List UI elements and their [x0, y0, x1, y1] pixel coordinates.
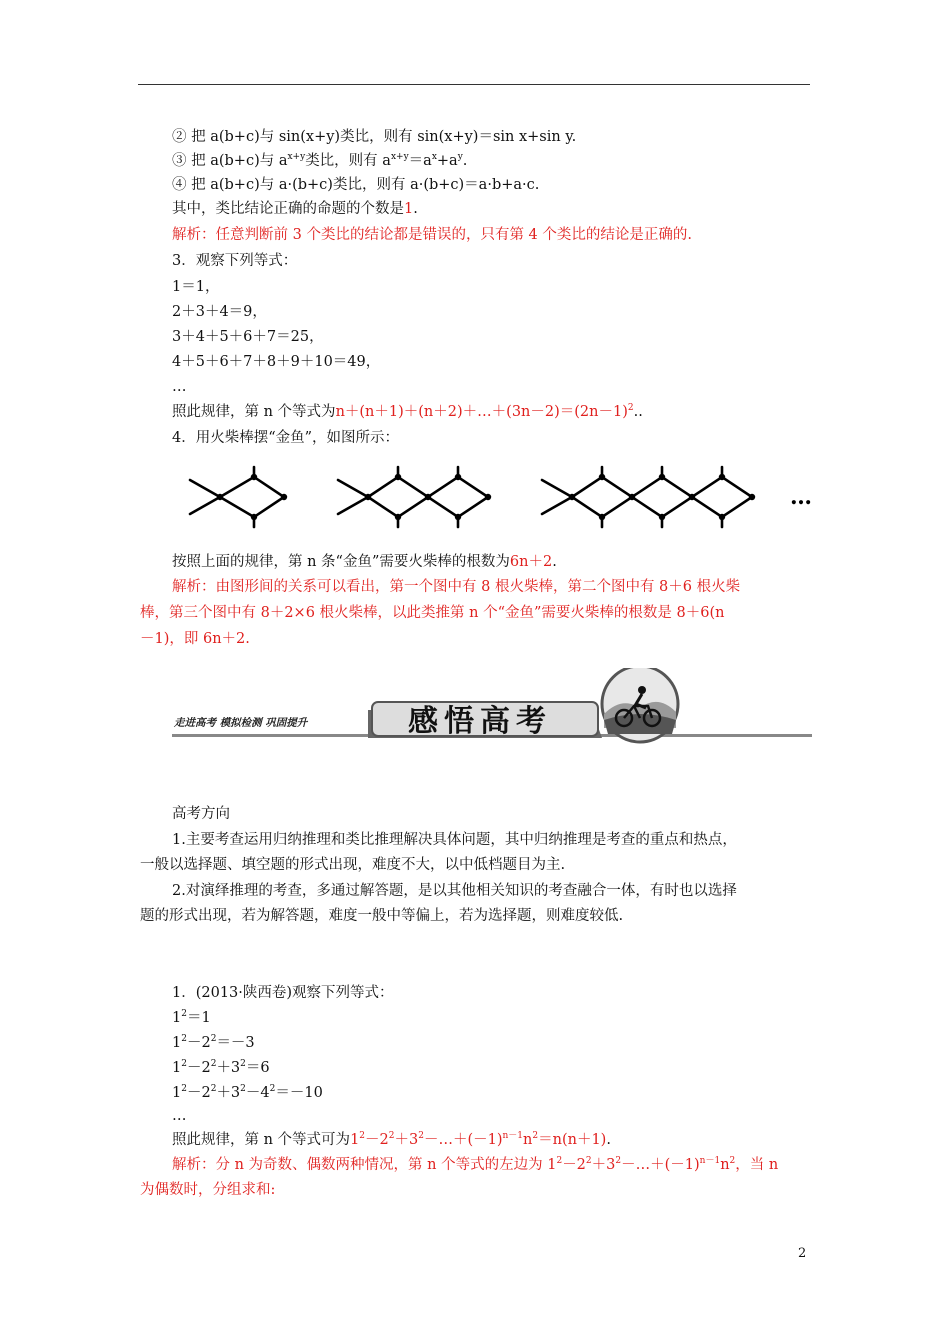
- line-analysis-3-cont: 为偶数时，分组求和:: [140, 1182, 276, 1198]
- equation-line: $1^2-2^2+3^2=6$: [172, 1059, 270, 1076]
- header-rule: [138, 84, 810, 85]
- equation-line: 2＋3＋4＝9，: [172, 304, 267, 320]
- exam-question-1-title: 1．(2013·陕西卷)观察下列等式：: [172, 985, 394, 1001]
- line-analysis-2-cont: 棒，第三个图中有 8＋2×6 根火柴棒，以此类推第 n 个“金鱼”需要火柴棒的根数是 8＋6(n: [140, 605, 725, 621]
- section-banner: [172, 668, 812, 748]
- banner-title: 感悟高考: [408, 704, 552, 739]
- paragraph-line: 1.主要考查运用归纳推理和类比推理解决具体问题，其中归纳推理是考查的重点和热点，: [172, 832, 737, 848]
- line-analogy-2: ② 把 a(b+c)与 sin(x+y)类比，则有 sin(x+y)＝sin x+sin y.: [172, 129, 577, 145]
- line-analogy-4: ④ 把 a(b+c)与 a·(b+c)类比，则有 a·(b+c)＝a·b+a·c.: [172, 177, 540, 193]
- paragraph-line: 一般以选择题、填空题的形式出现，难度不大，以中低档题目为主.: [140, 857, 566, 873]
- paragraph-line: 题的形式出现，若为解答题，难度一般中等偏上，若为选择题，则难度较低.: [140, 908, 624, 924]
- page-number: 2: [798, 1246, 807, 1261]
- ellipsis: …: [172, 1108, 187, 1124]
- cyclist-head-icon: [638, 686, 646, 694]
- line-conclusion: 其中，类比结论正确的命题的个数是1.: [172, 201, 418, 217]
- equation-line: $1^2=1$: [172, 1009, 211, 1026]
- equation-line: 4＋5＋6＋7＋8＋9＋10＝49，: [172, 354, 381, 370]
- question-3-title: 3．观察下列等式：: [172, 253, 298, 269]
- question-3-answer: 照此规律，第 n 个等式为$n+(n+1)+(n+2)+\dots+(3n-2)=(2n-1)^2$..: [172, 403, 643, 420]
- ellipsis: …: [172, 379, 187, 395]
- equation-line: $1^2-2^2=-3$: [172, 1034, 255, 1051]
- line-analysis-2: 解析：由图形间的关系可以看出，第一个图中有 8 根火柴棒，第二个图中有 8＋6 根火柴: [172, 579, 741, 595]
- question-4-title: 4．用火柴棒摆“金鱼”，如图所示：: [172, 430, 400, 446]
- section-heading: 高考方向: [172, 806, 230, 822]
- equation-line: $1^2-2^2+3^2-4^2=-10$: [172, 1084, 323, 1101]
- question-4-answer: 按照上面的规律，第 n 条“金鱼”需要火柴棒的根数为6n＋2.: [172, 554, 557, 570]
- paragraph-line: 2.对演绎推理的考查，多通过解答题，是以其他相关知识的考查融合一体，有时也以选择: [172, 883, 737, 899]
- exam-question-1-answer: 照此规律，第 n 个等式可为$1^2-2^2+3^2-\dots+(-1)^{n-1}n^2=n(n+1)$.: [172, 1131, 611, 1148]
- line-analysis-1: 解析：任意判断前 3 个类比的结论都是错误的，只有第 4 个类比的结论是正确的.: [172, 227, 692, 243]
- equation-line: 3＋4＋5＋6＋7＝25，: [172, 329, 324, 345]
- line-analogy-3: ③ 把 a(b+c)与 $a^{x+y}$类比，则有 $a^{x+y}=a^x+a^y$.: [172, 152, 468, 169]
- figure-ellipsis: …: [790, 484, 812, 510]
- goldfish-matchstick-figure: [180, 462, 820, 532]
- line-analysis-2-end: －1)，即 6n＋2.: [140, 631, 250, 647]
- equation-line: 1＝1，: [172, 279, 220, 295]
- line-analysis-3: 解析：分 n 为奇数、偶数两种情况，第 n 个等式的左边为 $1^2-2^2+3^2-\dots+(-1)^{n-1}n^2$，当 n: [172, 1156, 779, 1173]
- banner-subtitle: 走进高考 模拟检测 巩固提升: [174, 717, 308, 729]
